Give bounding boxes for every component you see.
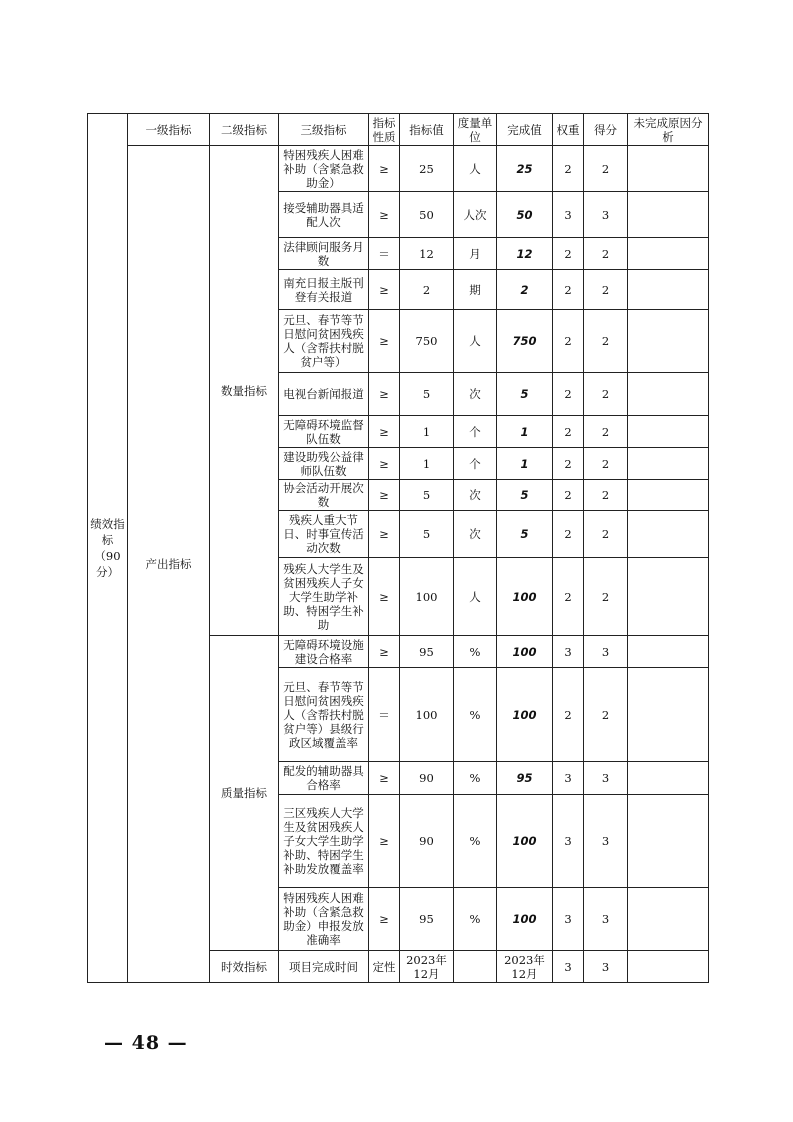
indicator-cell: 无障碍环境监督队伍数 bbox=[279, 416, 369, 448]
target-cell: 5 bbox=[400, 480, 454, 511]
unit-cell: 月 bbox=[454, 238, 497, 270]
nature-cell: ≥ bbox=[369, 480, 400, 511]
reason-cell bbox=[628, 448, 709, 480]
nature-cell: ＝ bbox=[369, 238, 400, 270]
header-row bbox=[88, 114, 709, 146]
weight-cell: 2 bbox=[553, 238, 584, 270]
header-level1: 一级指标 bbox=[128, 114, 210, 146]
score-cell: 3 bbox=[584, 795, 628, 888]
target-cell: 750 bbox=[400, 310, 454, 373]
completed-cell: 5 bbox=[497, 373, 553, 416]
target-cell: 90 bbox=[400, 795, 454, 888]
unit-cell: 次 bbox=[454, 480, 497, 511]
table-row bbox=[88, 146, 709, 192]
indicator-cell: 配发的辅助器具合格率 bbox=[279, 762, 369, 795]
nature-cell: ≥ bbox=[369, 558, 400, 636]
unit-cell: 期 bbox=[454, 270, 497, 310]
score-cell: 2 bbox=[584, 238, 628, 270]
page-number: — 48 — bbox=[104, 1032, 188, 1054]
header-level3: 三级指标 bbox=[279, 114, 369, 146]
header-completed: 完成值 bbox=[497, 114, 553, 146]
weight-cell: 2 bbox=[553, 480, 584, 511]
target-cell: 2 bbox=[400, 270, 454, 310]
reason-cell bbox=[628, 762, 709, 795]
nature-cell: ≥ bbox=[369, 511, 400, 558]
completed-cell: 100 bbox=[497, 888, 553, 951]
score-cell: 2 bbox=[584, 270, 628, 310]
header-score: 得分 bbox=[584, 114, 628, 146]
indicator-cell: 残疾人重大节日、时事宣传活动次数 bbox=[279, 511, 369, 558]
nature-cell: ≥ bbox=[369, 888, 400, 951]
unit-cell: 人 bbox=[454, 558, 497, 636]
reason-cell bbox=[628, 795, 709, 888]
performance-indicator-table bbox=[87, 113, 709, 983]
score-cell: 2 bbox=[584, 558, 628, 636]
section-quantity: 数量指标 bbox=[210, 146, 279, 636]
nature-cell: ≥ bbox=[369, 416, 400, 448]
indicator-cell: 元旦、春节等节日慰问贫困残疾人（含帮扶村脱贫户等）县级行政区域覆盖率 bbox=[279, 668, 369, 762]
weight-cell: 2 bbox=[553, 668, 584, 762]
level1-cell: 产出指标 bbox=[128, 146, 210, 983]
unit-cell: 个 bbox=[454, 416, 497, 448]
indicator-cell: 项目完成时间 bbox=[279, 951, 369, 983]
score-cell: 3 bbox=[584, 192, 628, 238]
indicator-cell: 南充日报主版刊登有关报道 bbox=[279, 270, 369, 310]
nature-cell: ≥ bbox=[369, 270, 400, 310]
completed-cell: 5 bbox=[497, 511, 553, 558]
weight-cell: 3 bbox=[553, 192, 584, 238]
weight-cell: 2 bbox=[553, 146, 584, 192]
nature-cell: ＝ bbox=[369, 668, 400, 762]
score-cell: 2 bbox=[584, 668, 628, 762]
header-nature: 指标性质 bbox=[369, 114, 400, 146]
unit-cell: 人次 bbox=[454, 192, 497, 238]
score-cell: 2 bbox=[584, 373, 628, 416]
section-timeliness: 时效指标 bbox=[210, 951, 279, 983]
indicator-cell: 特困残疾人困难补助（含紧急救助金） bbox=[279, 146, 369, 192]
nature-cell: ≥ bbox=[369, 146, 400, 192]
target-cell: 50 bbox=[400, 192, 454, 238]
nature-cell: ≥ bbox=[369, 448, 400, 480]
nature-cell: ≥ bbox=[369, 636, 400, 668]
completed-cell: 50 bbox=[497, 192, 553, 238]
indicator-cell: 法律顾问服务月数 bbox=[279, 238, 369, 270]
unit-cell: % bbox=[454, 636, 497, 668]
nature-cell: ≥ bbox=[369, 310, 400, 373]
weight-cell: 3 bbox=[553, 951, 584, 983]
indicator-cell: 元旦、春节等节日慰问贫困残疾人（含帮扶村脱贫户等） bbox=[279, 310, 369, 373]
completed-cell: 5 bbox=[497, 480, 553, 511]
weight-cell: 3 bbox=[553, 636, 584, 668]
weight-cell: 2 bbox=[553, 310, 584, 373]
completed-cell: 2023年12月 bbox=[497, 951, 553, 983]
weight-cell: 2 bbox=[553, 373, 584, 416]
target-cell: 12 bbox=[400, 238, 454, 270]
completed-cell: 100 bbox=[497, 668, 553, 762]
score-cell: 2 bbox=[584, 448, 628, 480]
indicator-cell: 接受辅助器具适配人次 bbox=[279, 192, 369, 238]
unit-cell: 次 bbox=[454, 373, 497, 416]
score-cell: 3 bbox=[584, 888, 628, 951]
reason-cell bbox=[628, 270, 709, 310]
reason-cell bbox=[628, 192, 709, 238]
nature-cell: ≥ bbox=[369, 373, 400, 416]
completed-cell: 100 bbox=[497, 795, 553, 888]
score-cell: 3 bbox=[584, 762, 628, 795]
weight-cell: 2 bbox=[553, 448, 584, 480]
score-cell: 2 bbox=[584, 480, 628, 511]
score-cell: 2 bbox=[584, 416, 628, 448]
indicator-cell: 三区残疾人大学生及贫困残疾人子女大学生助学补助、特困学生补助发放覆盖率 bbox=[279, 795, 369, 888]
weight-cell: 3 bbox=[553, 795, 584, 888]
unit-cell: 人 bbox=[454, 310, 497, 373]
unit-cell bbox=[454, 951, 497, 983]
target-cell: 1 bbox=[400, 448, 454, 480]
nature-cell: 定性 bbox=[369, 951, 400, 983]
header-weight: 权重 bbox=[553, 114, 584, 146]
reason-cell bbox=[628, 480, 709, 511]
reason-cell bbox=[628, 668, 709, 762]
reason-cell bbox=[628, 416, 709, 448]
reason-cell bbox=[628, 888, 709, 951]
weight-cell: 2 bbox=[553, 416, 584, 448]
target-cell: 100 bbox=[400, 668, 454, 762]
score-cell: 2 bbox=[584, 146, 628, 192]
score-cell: 3 bbox=[584, 951, 628, 983]
completed-cell: 750 bbox=[497, 310, 553, 373]
score-cell: 2 bbox=[584, 310, 628, 373]
unit-cell: % bbox=[454, 668, 497, 762]
completed-cell: 95 bbox=[497, 762, 553, 795]
group-label-cell: 绩效指标（90分） bbox=[88, 114, 128, 983]
indicator-cell: 电视台新闻报道 bbox=[279, 373, 369, 416]
nature-cell: ≥ bbox=[369, 762, 400, 795]
header-level2: 二级指标 bbox=[210, 114, 279, 146]
target-cell: 5 bbox=[400, 511, 454, 558]
score-cell: 3 bbox=[584, 636, 628, 668]
completed-cell: 1 bbox=[497, 448, 553, 480]
reason-cell bbox=[628, 636, 709, 668]
target-cell: 1 bbox=[400, 416, 454, 448]
nature-cell: ≥ bbox=[369, 192, 400, 238]
target-cell: 95 bbox=[400, 636, 454, 668]
target-cell: 95 bbox=[400, 888, 454, 951]
reason-cell bbox=[628, 238, 709, 270]
unit-cell: 个 bbox=[454, 448, 497, 480]
unit-cell: % bbox=[454, 795, 497, 888]
target-cell: 100 bbox=[400, 558, 454, 636]
header-unit: 度量单位 bbox=[454, 114, 497, 146]
indicator-cell: 无障碍环境设施建设合格率 bbox=[279, 636, 369, 668]
indicator-cell: 协会活动开展次数 bbox=[279, 480, 369, 511]
completed-cell: 2 bbox=[497, 270, 553, 310]
target-cell: 25 bbox=[400, 146, 454, 192]
reason-cell bbox=[628, 373, 709, 416]
indicator-cell: 建设助残公益律师队伍数 bbox=[279, 448, 369, 480]
unit-cell: % bbox=[454, 762, 497, 795]
weight-cell: 2 bbox=[553, 270, 584, 310]
weight-cell: 3 bbox=[553, 762, 584, 795]
unit-cell: % bbox=[454, 888, 497, 951]
header-reason: 未完成原因分析 bbox=[628, 114, 709, 146]
completed-cell: 25 bbox=[497, 146, 553, 192]
reason-cell bbox=[628, 310, 709, 373]
target-cell: 2023年12月 bbox=[400, 951, 454, 983]
weight-cell: 3 bbox=[553, 888, 584, 951]
indicator-cell: 残疾人大学生及贫困残疾人子女大学生助学补助、特困学生补助 bbox=[279, 558, 369, 636]
target-cell: 5 bbox=[400, 373, 454, 416]
reason-cell bbox=[628, 511, 709, 558]
completed-cell: 100 bbox=[497, 558, 553, 636]
unit-cell: 次 bbox=[454, 511, 497, 558]
section-quality: 质量指标 bbox=[210, 636, 279, 951]
indicator-cell: 特困残疾人困难补助（含紧急救助金）申报发放准确率 bbox=[279, 888, 369, 951]
reason-cell bbox=[628, 146, 709, 192]
completed-cell: 1 bbox=[497, 416, 553, 448]
unit-cell: 人 bbox=[454, 146, 497, 192]
weight-cell: 2 bbox=[553, 511, 584, 558]
completed-cell: 100 bbox=[497, 636, 553, 668]
target-cell: 90 bbox=[400, 762, 454, 795]
nature-cell: ≥ bbox=[369, 795, 400, 888]
score-cell: 2 bbox=[584, 511, 628, 558]
weight-cell: 2 bbox=[553, 558, 584, 636]
reason-cell bbox=[628, 951, 709, 983]
completed-cell: 12 bbox=[497, 238, 553, 270]
header-target: 指标值 bbox=[400, 114, 454, 146]
reason-cell bbox=[628, 558, 709, 636]
